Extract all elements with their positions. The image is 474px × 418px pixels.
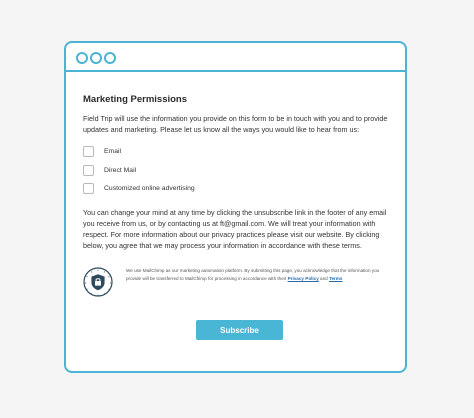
gdpr-shield-icon — [83, 267, 113, 297]
option-label[interactable]: Customized online advertising — [104, 185, 195, 192]
browser-window — [64, 41, 407, 373]
window-dot-icon[interactable] — [76, 52, 88, 64]
window-dot-icon[interactable] — [90, 52, 102, 64]
form-heading: Marketing Permissions — [83, 94, 188, 105]
permissions-form — [83, 94, 395, 251]
terms-link[interactable]: Terms — [329, 275, 343, 281]
window-titlebar — [66, 43, 405, 72]
legal-notice — [83, 266, 395, 297]
legal-text-and: and — [318, 275, 329, 281]
subscribe-button[interactable]: Subscribe — [196, 320, 283, 340]
option-online-advertising[interactable] — [83, 182, 395, 195]
option-label[interactable]: Email — [104, 148, 121, 155]
privacy-policy-link[interactable]: Privacy Policy — [287, 275, 319, 281]
change-mind-text: You can change your mind at any time by clicking the unsubscribe link in the footer of any email you receive from us, or by contacting us at ft@gmail.com. We will treat your information with respect. For more information about our privacy practices please visit our website. By clicking below, you agree that we may process your information in accordance with these terms. — [83, 208, 387, 250]
legal-text — [126, 267, 395, 297]
option-direct-mail[interactable] — [83, 164, 395, 177]
direct-mail-checkbox[interactable] — [83, 165, 94, 176]
option-email[interactable] — [83, 145, 395, 158]
intro-text: Field Trip will use the information you provide on this form to be in touch with you and to provide updates and marketing. Please let us know all the ways you would like to hear from us: — [83, 114, 388, 134]
email-checkbox[interactable] — [83, 146, 94, 157]
option-label[interactable]: Direct Mail — [104, 166, 137, 174]
window-dot-icon[interactable] — [104, 52, 116, 64]
online-advertising-checkbox[interactable] — [83, 183, 94, 194]
legal-text-body: We use MailChimp as our marketing automation platform. By submitting this page, you acknowledge that the information you provide will be transferred to MailChimp for processing in accordance with their — [126, 268, 380, 281]
